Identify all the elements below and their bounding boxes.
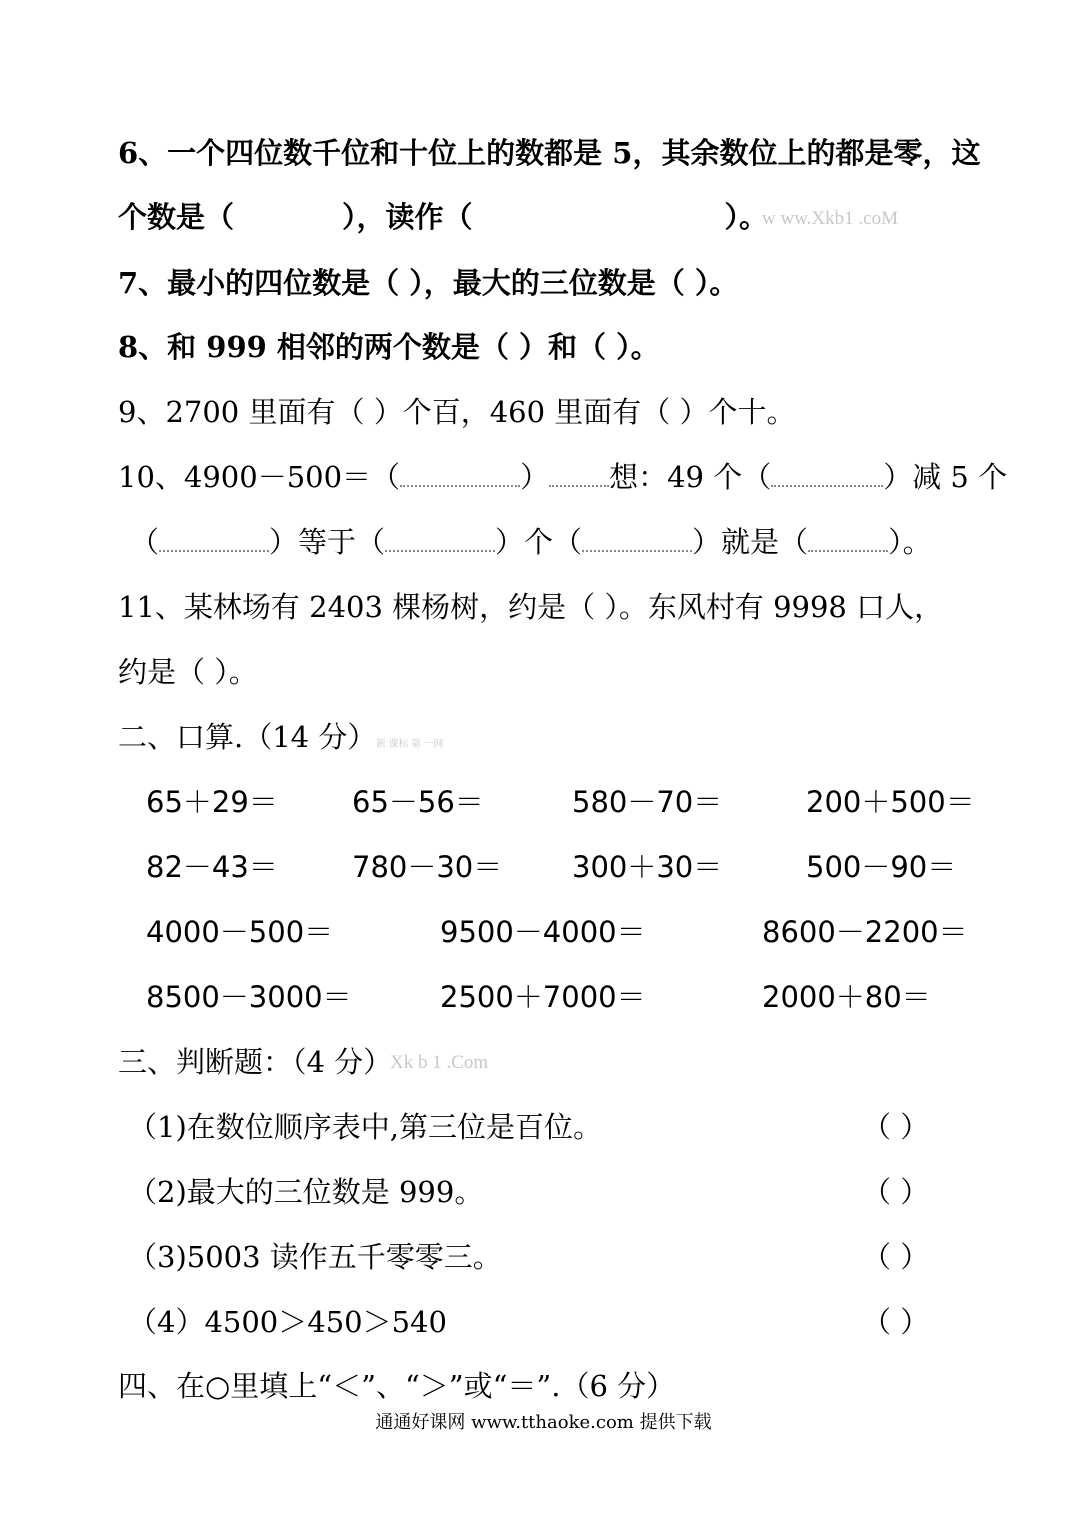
judge-item-2: （2)最大的三位数是 999。 <box>128 1175 484 1209</box>
q6-line2-part1: 个数是（ <box>118 200 235 234</box>
q10-line2-b: ）等于（ <box>269 525 386 559</box>
q10-line2 <box>130 522 932 562</box>
calc-r4-c2: 2500＋7000＝ <box>440 980 646 1014</box>
calc-r4-c3: 2000＋80＝ <box>762 980 931 1014</box>
q9-text: 9、2700 里面有（ ）个百，460 里面有（ ）个十。 <box>118 395 796 429</box>
calc-r3-c3: 8600－2200＝ <box>762 915 968 949</box>
judge-item-4: （4）4500＞450＞540 <box>128 1305 447 1339</box>
calc-r3-c2: 9500－4000＝ <box>440 915 646 949</box>
judge-answer-1: （ ） <box>862 1110 930 1144</box>
judge-item-3: （3)5003 读作五千零零三。 <box>128 1240 502 1274</box>
q10-line2-c: ）个（ <box>495 525 583 559</box>
q6-line2-part3: ）。 <box>724 200 769 234</box>
calc-r4-c1: 8500－3000＝ <box>146 980 352 1014</box>
calc-r2-c2: 780－30＝ <box>352 850 503 884</box>
q11-line1: 11、某林场有 2403 棵杨树，约是（ ）。东风村有 9998 口人， <box>118 590 944 624</box>
q10-line1-a: 10、4900－500＝（ <box>118 460 401 494</box>
calc-r1-c3: 580－70＝ <box>572 785 723 819</box>
q6-line1: 6、一个四位数千位和十位上的数都是 5，其余数位上的都是零，这 <box>118 136 981 170</box>
q11-line2: 约是（ ）。 <box>118 655 258 689</box>
q10-line2-d: ）就是（ <box>692 525 809 559</box>
q6-line2-part2: ），读作（ <box>342 200 473 234</box>
q6-line2 <box>118 197 768 237</box>
watermark-xkb1-3: 新 课标 第 一网 <box>376 739 444 750</box>
calc-r1-c1: 65＋29＝ <box>146 785 278 819</box>
q10-line2-e: ）。 <box>888 525 932 559</box>
judge-answer-2: （ ） <box>862 1175 930 1209</box>
q10-line1-b: ） <box>520 460 550 494</box>
q7-text: 7、最小的四位数是（ ），最大的三位数是（ ）。 <box>118 266 739 300</box>
section2-title: 二、口算.（14 分） <box>118 720 377 754</box>
section3-title: 三、判断题：（4 分） <box>118 1045 393 1079</box>
q10-line1 <box>118 457 1007 497</box>
q8-text: 8、和 999 相邻的两个数是（ ）和（ ）。 <box>118 330 660 364</box>
calc-r3-c1: 4000－500＝ <box>146 915 334 949</box>
calc-r2-c1: 82－43＝ <box>146 850 278 884</box>
calc-r2-c3: 300＋30＝ <box>572 850 723 884</box>
section4-title: 四、在○里填上“＜”、“＞”或“＝”.（6 分） <box>118 1369 676 1403</box>
q10-line1-d: ）减 5 个 <box>883 460 1008 494</box>
q10-line2-a: （ <box>130 525 160 559</box>
judge-answer-3: （ ） <box>862 1240 930 1274</box>
q10-line1-c: 想：49 个（ <box>609 460 772 494</box>
watermark-xkb1-2: Xk b 1 .Com <box>390 1052 489 1073</box>
judge-item-1: （1)在数位顺序表中,第三位是百位。 <box>128 1110 602 1144</box>
calc-r2-c4: 500－90＝ <box>806 850 957 884</box>
calc-r1-c4: 200＋500＝ <box>806 785 975 819</box>
watermark-xkb1-1: w ww.Xkb1 .coM <box>762 208 898 229</box>
judge-answer-4: （ ） <box>862 1305 930 1339</box>
footer-source: 通通好课网 www.tthaoke.com 提供下载 <box>375 1412 712 1433</box>
calc-r1-c2: 65－56＝ <box>352 785 484 819</box>
